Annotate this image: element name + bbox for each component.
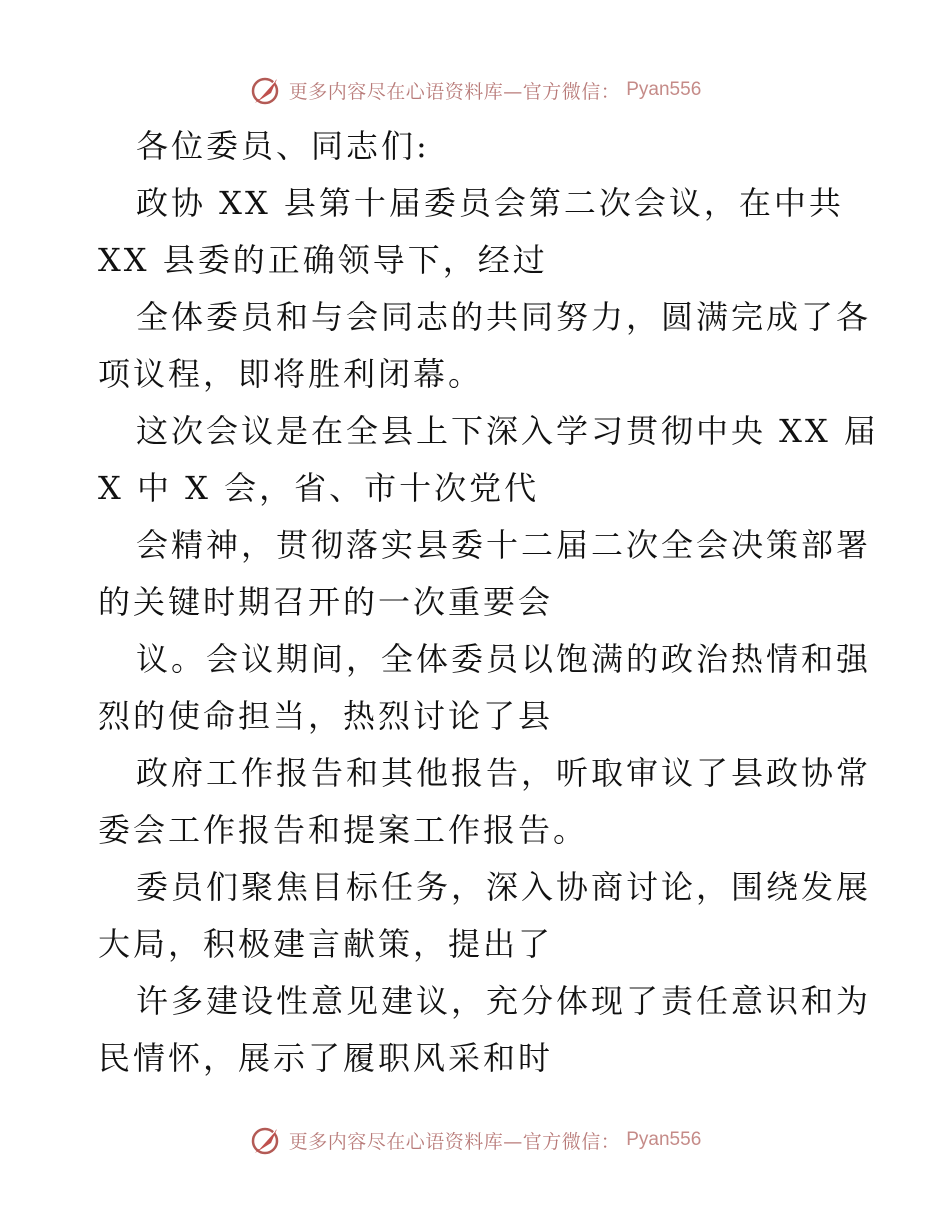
watermark-wechat-id: Pyan556: [626, 79, 702, 100]
body-line: 议。会议期间，全体委员以饱满的政治热情和强: [136, 640, 872, 678]
body-line: 许多建设性意见建议，充分体现了责任意识和为: [136, 982, 872, 1020]
quill-logo-icon: [249, 73, 283, 107]
watermark-text: 更多内容尽在心语资料库—官方微信：: [288, 1130, 621, 1153]
body-line: XX 县委的正确领导下，经过: [98, 241, 548, 279]
footer-watermark: [0, 1120, 950, 1160]
body-line: 委员们聚焦目标任务，深入协商讨论，围绕发展: [136, 868, 872, 906]
body-line: 项议程，即将胜利闭幕。: [98, 355, 484, 393]
body-line: 大局，积极建言献策，提出了: [98, 925, 554, 963]
body-line: 全体委员和与会同志的共同努力，圆满完成了各: [136, 298, 872, 336]
body-line: 烈的使命担当，热烈讨论了县: [98, 697, 554, 735]
document-body: [98, 118, 879, 1087]
salutation: 各位委员、同志们:: [136, 127, 430, 165]
body-line: 政府工作报告和其他报告，听取审议了县政协常: [136, 754, 872, 792]
body-line: 委会工作报告和提案工作报告。: [98, 811, 589, 849]
quill-logo-icon: [249, 1123, 283, 1157]
header-watermark: [0, 70, 950, 110]
watermark-wechat-id: Pyan556: [626, 1129, 702, 1150]
body-line: 民情怀，展示了履职风采和时: [98, 1039, 554, 1077]
watermark-text: 更多内容尽在心语资料库—官方微信：: [288, 80, 621, 103]
body-line: X 中 X 会，省、市十次党代: [98, 469, 540, 507]
body-line: 这次会议是在全县上下深入学习贯彻中央 XX 届: [136, 412, 879, 450]
body-line: 的关键时期召开的一次重要会: [98, 583, 554, 621]
body-line: 会精神，贯彻落实县委十二届二次全会决策部署: [136, 526, 872, 564]
body-line: 政协 XX 县第十届委员会第二次会议，在中共: [136, 184, 844, 222]
